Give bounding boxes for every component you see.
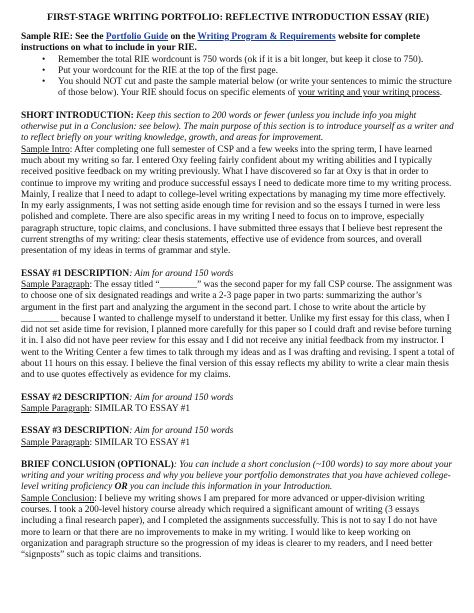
sample-text-c: because I wanted to challenge myself to understand it better. Unlike my first essay for this class, when I did not set aside time for revision, I planned more carefully for this paper so I could draft and revise before turning it in. I also did not have peer review for this essay and I did not receive any initial feedback from my instructor. I went to the Writing Center a few times to talk through my ideas and as I was drafting and revising. I spent a total of about 11 hours on this essay. I believe the final version of this essay reflects my ability to write a clear main thesis and to use quotes effectively as evidence for my claims. [21, 313, 455, 381]
section-heading: ESSAY #3 DESCRIPTION [21, 426, 130, 437]
sample-label: Sample Paragraph [21, 437, 90, 448]
essay1-sample-paragraph [21, 280, 455, 382]
bullet-text: Put your wordcount for the RIE at the top of the first page. [58, 65, 279, 76]
bullet-text: Remember the total RIE wordcount is 750 words (ok if it is a bit longer, but keep it close to 750). [58, 54, 424, 65]
essay1-heading-line [21, 269, 455, 280]
author-blank: ________ [21, 313, 59, 324]
list-item [58, 55, 455, 66]
portfolio-guide-link[interactable]: Portfolio Guide [105, 32, 169, 42]
intro-text-2: on the [168, 32, 198, 42]
essay2-section [21, 393, 455, 416]
section-aim: : Aim for around 150 words [129, 268, 234, 279]
sample-text: : SIMILAR TO ESSAY #1 [89, 403, 191, 414]
bullet-text: You should NOT cut and paste the sample material below (or write your sentences to mimic the structure of those below). Your RIE should focus on specific elements of [58, 77, 452, 99]
bullet-end: . [439, 88, 443, 99]
section-instruction-b: you can include this information in your Introduction. [127, 482, 333, 493]
section-heading: ESSAY #2 DESCRIPTION [21, 392, 130, 403]
sample-conclusion-paragraph [21, 494, 455, 562]
writing-program-link[interactable]: Writing Program & Requirements [197, 32, 336, 42]
intro-text-3: website for complete instructions on what to include in your RIE. [21, 32, 421, 54]
essay3-heading-line [21, 426, 455, 437]
short-intro-section [21, 111, 455, 258]
page-title: FIRST-STAGE WRITING PORTFOLIO: REFLECTIVE INTRODUCTION ESSAY (RIE) [47, 12, 429, 23]
short-intro-instructions [21, 111, 455, 145]
sample-label: Sample Conclusion [21, 493, 95, 504]
intro-instructions [21, 32, 455, 55]
section-instruction-a: : You can include a short conclusion (~100 words) to say more about your writing and your writing process and why you believe your portfolio demonstrates that you have achieved college-level writing proficiency [21, 459, 453, 493]
intro-block [21, 32, 455, 100]
sample-text: : After completing one full semester of CSP and a few weeks into the spring term, I have learned much about my writing so far. I entered Oxy feeling fairly confident about my writing abilities and I typically received positive feedback on my writing previously. What I have discovered so far at Oxy is that in order to continue to improve my writing and produce successful essays I need to dedicate more time to my writing process. Mainly, I realize that I need to adapt to college-level writing expectations by managing my time more effectively. In my early assignments, I was not setting aside enough time for revision and so the essays I turned in were less polished and complete. There are also specific areas in my writing I need to focus on to improve, especially paragraph structure, topic claims, and conclusions. I have submitted three essays that I believe best represent the current strengths of my writing: clear thesis statements, effective use of evidence from sources, and overall presentation of my ideas in terms of grammar and style. [21, 144, 452, 257]
bullet-underlined-text: your writing and your writing process [297, 88, 440, 99]
section-aim: : Aim for around 150 words [129, 426, 234, 437]
essay1-section [21, 269, 455, 382]
sample-text: : I believe my writing shows I am prepared for more advanced or upper-division writing courses. I took a 200-level history course already which required a significant amount of writing (3 essays including a final research paper), and I completed the assignments successfully. This is not to say I do not have more to learn or that there are no improvements to make in my writing. I would like to keep working on organization and paragraph structure so the progression of my ideas is clearer to my readers, and I need better “signposts” such as topic claims and transitions. [21, 493, 438, 561]
section-aim: : Aim for around 150 words [129, 392, 234, 403]
title-blank: ________ [159, 279, 198, 290]
section-instruction: Keep this section to 200 words or fewer (unless you include info you might otherwise put in a Conclusion: see below). The main purpose of this section is to introduce yourself as a writer and to reflect briefly on your writing knowledge, growth, and areas for improvement. [21, 110, 454, 144]
section-instruction-or: OR [114, 482, 128, 493]
sample-text: : SIMILAR TO ESSAY #1 [89, 437, 191, 448]
sample-label: Sample Paragraph [21, 403, 90, 414]
conclusion-section [21, 460, 455, 562]
list-item [58, 66, 455, 77]
sample-label: Sample Paragraph [21, 279, 90, 290]
sample-label: Sample Intro [21, 144, 70, 155]
intro-bullet-list [21, 55, 455, 100]
sample-text-a: : The essay titled “ [89, 279, 160, 290]
essay3-section [21, 426, 455, 449]
list-item [58, 77, 455, 100]
essay2-sample-paragraph [21, 404, 455, 415]
sample-intro-paragraph [21, 145, 455, 258]
essay3-sample-paragraph [21, 438, 455, 449]
section-heading: ESSAY #1 DESCRIPTION [21, 268, 130, 279]
sample-text-b: ” was the second paper for my fall CSP course. The assignment was to choose one of six designated readings and write a 2-3 page paper in two parts: summarizing the author’s argument in the first part and analyzing the argument in the second part. I chose to write about the article by [21, 279, 452, 313]
essay2-heading-line [21, 393, 455, 404]
conclusion-instructions [21, 460, 455, 494]
intro-text-1: Sample RIE: See the [21, 32, 106, 42]
section-heading: SHORT INTRODUCTION: [21, 110, 134, 121]
section-heading: BRIEF CONCLUSION (OPTIONAL) [21, 459, 174, 470]
